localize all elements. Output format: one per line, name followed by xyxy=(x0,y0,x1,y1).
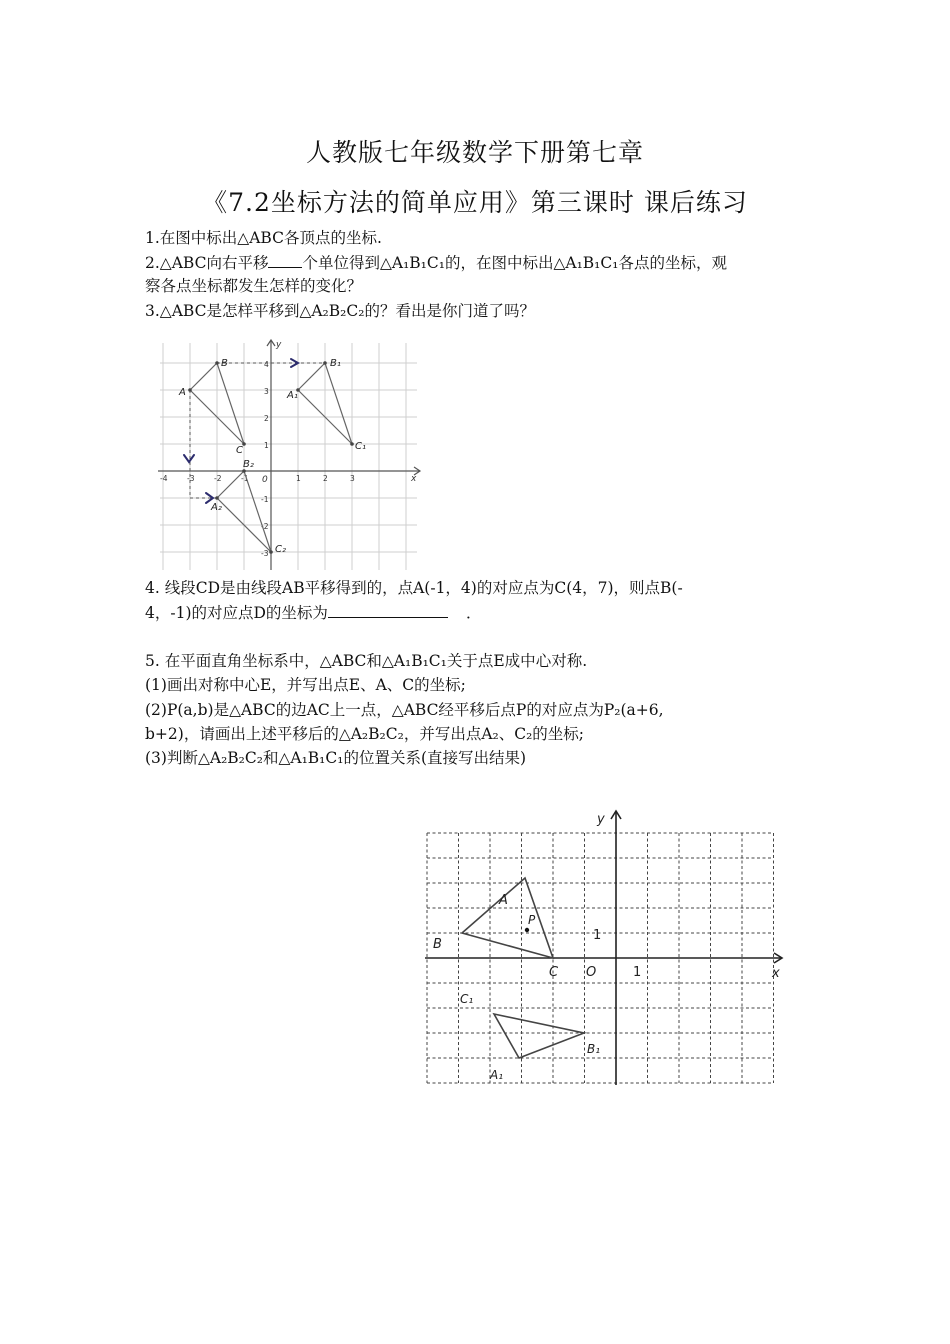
question-5-part-2-continued: b+2)，请画出上述平移后的△A₂B₂C₂，并写出点A₂、C₂的坐标; xyxy=(145,725,585,743)
fig1-x-tick: 2 xyxy=(323,474,328,483)
fig2-y-axis-label: y xyxy=(597,812,605,827)
fig1-label-C2: C₂ xyxy=(275,544,286,555)
fig1-y-tick: 3 xyxy=(264,387,269,396)
figure-1-coordinate-grid xyxy=(155,338,425,573)
fig1-x-tick: -1 xyxy=(241,474,249,483)
fig1-label-C1: C₁ xyxy=(355,441,366,452)
fig1-y-tick: -3 xyxy=(261,549,269,558)
fig2-origin-label: O xyxy=(586,965,597,980)
fig2-unit-y: 1 xyxy=(593,928,602,943)
fig1-y-tick: 2 xyxy=(264,414,269,423)
fig1-x-tick: 3 xyxy=(350,474,355,483)
question-4-part-b: 4，-1)的对应点D的坐标为 xyxy=(145,604,328,622)
fig2-label-A1: A₁ xyxy=(490,1068,504,1082)
fig2-label-P: P xyxy=(528,913,536,927)
fig1-x-tick: 1 xyxy=(296,474,301,483)
fig1-y-axis-label: y xyxy=(276,340,282,350)
fig1-label-A2: A₂ xyxy=(211,502,222,513)
fig1-label-C: C xyxy=(236,445,243,456)
page-subtitle: 《7.2坐标方法的简单应用》第三课时 课后练习 xyxy=(202,188,748,217)
figure-2-coordinate-grid xyxy=(420,805,790,1090)
fig1-label-B2: B₂ xyxy=(243,459,254,470)
fig1-x-tick: -2 xyxy=(214,474,222,483)
fig2-label-B: B xyxy=(433,937,442,952)
question-4: 4. 线段CD是由线段AB平移得到的，点A(-1，4)的对应点为C(4，7)，则点B(- xyxy=(145,579,683,597)
fig2-label-A: A xyxy=(499,893,508,908)
fig1-label-B1: B₁ xyxy=(330,358,341,369)
fig2-label-B1: B₁ xyxy=(587,1042,601,1056)
question-2 xyxy=(145,252,815,273)
question-4-end: ． xyxy=(465,604,482,622)
fig2-label-C1: C₁ xyxy=(460,992,474,1006)
question-4-continued xyxy=(145,602,815,623)
fig1-x-tick: -4 xyxy=(160,474,168,483)
question-5: 5. 在平面直角坐标系中，△ABC和△A₁B₁C₁关于点E成中心对称. xyxy=(145,652,588,670)
fig1-label-A1: A₁ xyxy=(287,390,298,401)
fig1-label-B: B xyxy=(221,358,228,369)
question-3: 3.△ABC是怎样平移到△A₂B₂C₂的？看出是你门道了吗？ xyxy=(145,302,535,320)
fig1-y-tick: -2 xyxy=(261,522,269,531)
question-5-part-1: (1)画出对称中心E，并写出点E、A、C的坐标; xyxy=(145,676,466,694)
fig1-origin-label: 0 xyxy=(262,475,268,485)
question-5-part-2: (2)P(a,b)是△ABC的边AC上一点，△ABC经平移后点P的对应点为P₂(a+6, xyxy=(145,701,664,719)
fig1-x-axis-label: x xyxy=(411,474,417,484)
answer-blank xyxy=(328,602,448,618)
fig1-x-tick: -3 xyxy=(187,474,195,483)
question-1: 1.在图中标出△ABC各顶点的坐标. xyxy=(145,229,382,247)
fig2-label-C: C xyxy=(549,965,559,980)
question-2-part-a: 2.△ABC向右平移 xyxy=(145,254,269,272)
fig1-y-tick: 4 xyxy=(264,360,269,369)
answer-blank xyxy=(268,252,302,268)
fig2-x-axis-label: x xyxy=(772,966,780,981)
page-title: 人教版七年级数学下册第七章 xyxy=(305,138,644,167)
question-2-part-b: 个单位得到△A₁B₁C₁的，在图中标出△A₁B₁C₁各点的坐标，观 xyxy=(302,254,727,272)
question-2-continued: 察各点坐标都发生怎样的变化？ xyxy=(145,277,363,295)
fig2-unit-x: 1 xyxy=(633,965,642,980)
fig1-label-A: A xyxy=(179,387,186,398)
question-5-part-3: (3)判断△A₂B₂C₂和△A₁B₁C₁的位置关系(直接写出结果) xyxy=(145,749,527,767)
fig1-y-tick: -1 xyxy=(261,495,269,504)
fig1-y-tick: 1 xyxy=(264,441,269,450)
